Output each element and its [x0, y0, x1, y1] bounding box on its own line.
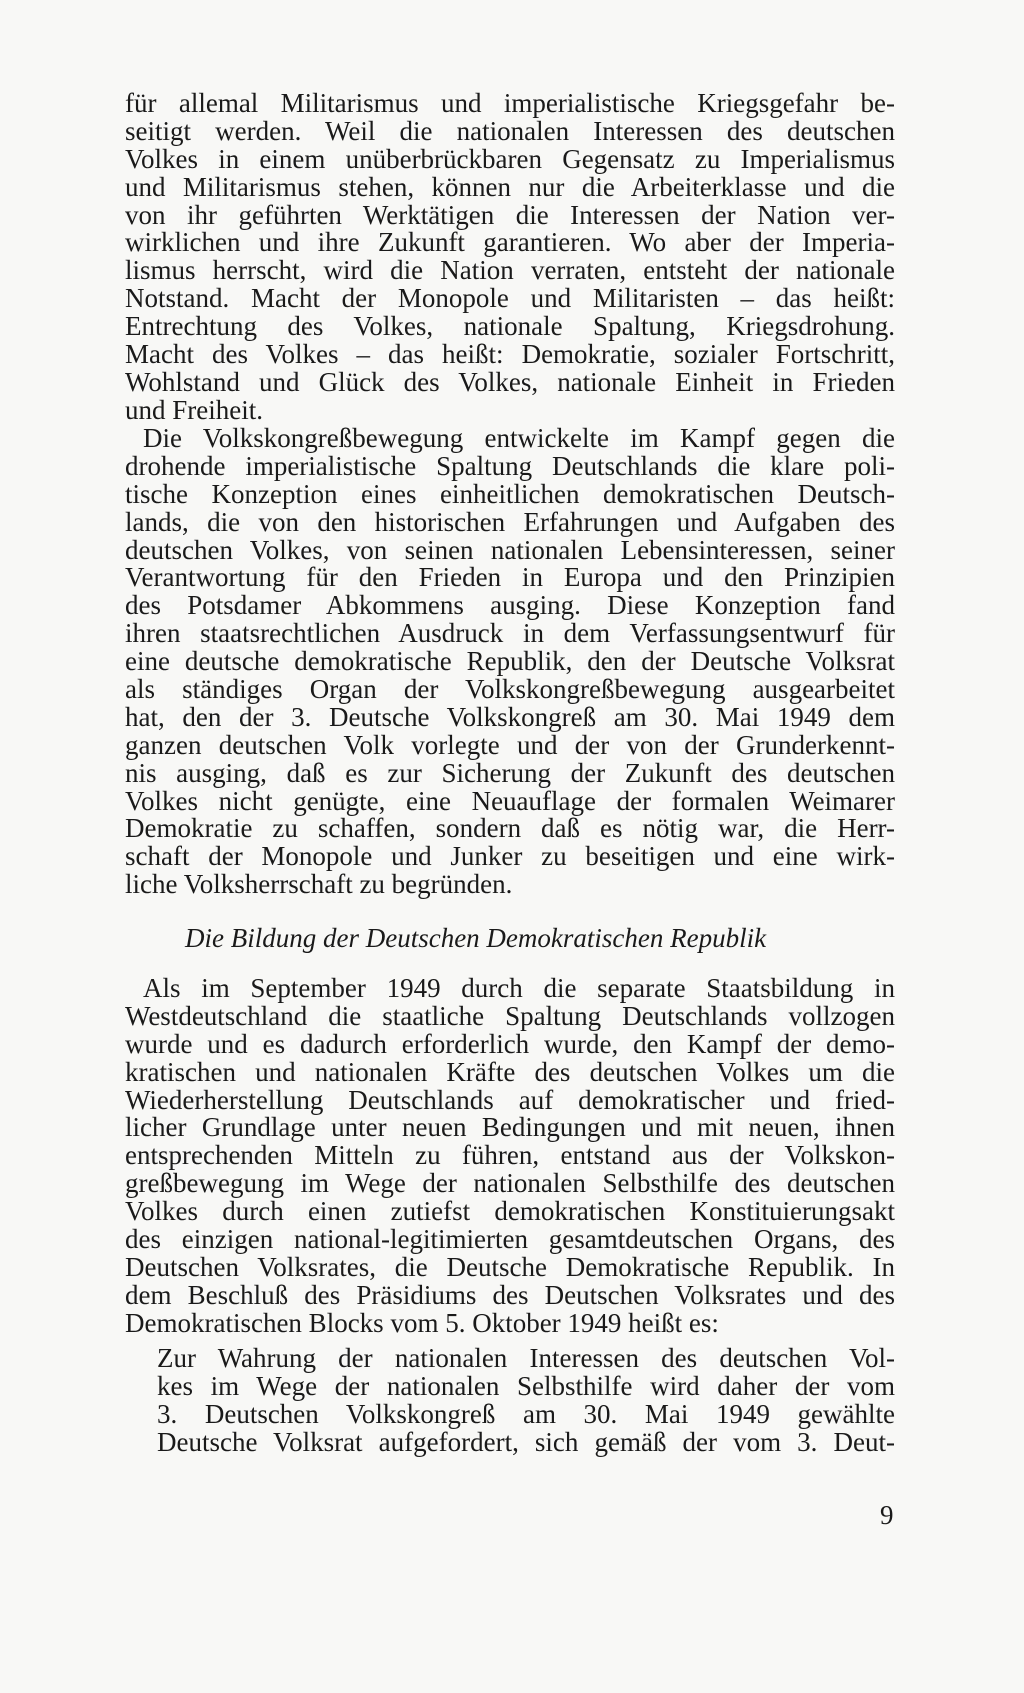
text-line: und Freiheit. [125, 394, 263, 425]
text-line: Zur Wahrung der nationalen Interessen des deutschen Vol- [157, 1343, 895, 1373]
text-line: eine deutsche demokratische Republik, den der Deutsche Volksrat [125, 646, 895, 677]
text-line: und Militarismus stehen, können nur die Arbeiterklasse und die [125, 171, 895, 202]
text-line: des einzigen national-legitimierten gesamtdeutschen Organs, des [125, 1224, 895, 1255]
text-line: drohende imperialistische Spaltung Deutschlands die klare poli- [125, 450, 895, 481]
text-line: Macht des Volkes – das heißt: Demokratie, sozialer Fortschritt, [125, 339, 895, 370]
text-line: Volkes durch einen zutiefst demokratischen Konstituierungsakt [125, 1196, 895, 1227]
text-line: Volkes nicht genügte, eine Neuauflage der formalen Weimarer [125, 785, 895, 816]
text-line: licher Grundlage unter neuen Bedingungen und mit neuen, ihnen [125, 1112, 895, 1143]
text-line: Wohlstand und Glück des Volkes, nationale Einheit in Frieden [125, 366, 895, 397]
paragraph-1 [125, 90, 895, 425]
text-line: Deutsche Volksrat aufgefordert, sich gemäß der vom 3. Deut- [157, 1426, 895, 1457]
text-line: Volkes in einem unüberbrückbaren Gegensatz zu Imperialismus [125, 143, 895, 174]
text-line: kratischen und nationalen Kräfte des deutschen Volkes um die [125, 1056, 895, 1087]
text-line: liche Volksherrschaft zu begründen. [125, 869, 513, 900]
text-line: entsprechenden Mitteln zu führen, entstand aus der Volkskon- [125, 1140, 895, 1171]
text-line: wurde und es dadurch erforderlich wurde, den Kampf der demo- [125, 1028, 895, 1059]
text-line: Demokratie zu schaffen, sondern daß es nötig war, die Herr- [125, 813, 895, 844]
paragraph-2 [125, 425, 895, 899]
text-line: ihren staatsrechtlichen Ausdruck in dem Verfassungsentwurf für [125, 618, 895, 649]
text-line: Wiederherstellung Deutschlands auf demokratischer und fried- [125, 1084, 895, 1115]
text-line: lismus herrscht, wird die Nation verraten, entsteht der nationale [125, 255, 895, 286]
text-line: für allemal Militarismus und imperialistische Kriegsgefahr be- [125, 88, 895, 118]
text-line: 3. Deutschen Volkskongreß am 30. Mai 1949 gewählte [157, 1398, 895, 1429]
section-heading: Die Bildung der Deutschen Demokratischen Republik [185, 923, 767, 953]
text-line: Die Volkskongreßbewegung entwickelte im Kampf gegen die [143, 423, 895, 453]
text-line: nis ausging, daß es zur Sicherung der Zukunft des deutschen [125, 757, 895, 788]
text-line: Entrechtung des Volkes, nationale Spaltung, Kriegsdrohung. [125, 311, 895, 342]
text-line: Demokratischen Blocks vom 5. Oktober 1949 heißt es: [125, 1307, 719, 1338]
text-line: von ihr geführten Werktätigen die Interessen der Nation ver- [125, 199, 895, 230]
text-line: ganzen deutschen Volk vorlegte und der von der Grunderkennt- [125, 729, 895, 760]
text-line: dem Beschluß des Präsidiums des Deutschen Volksrates und des [125, 1279, 895, 1310]
text-line: kes im Wege der nationalen Selbsthilfe wird daher der vom [157, 1370, 895, 1401]
text-line: deutschen Volkes, von seinen nationalen Lebensinteressen, seiner [125, 534, 895, 565]
text-line: hat, den der 3. Deutsche Volkskongreß am 30. Mai 1949 dem [125, 701, 895, 732]
text-line: Verantwortung für den Frieden in Europa und den Prinzipien [125, 562, 895, 593]
text-line: Deutschen Volksrates, die Deutsche Demokratische Republik. In [125, 1251, 895, 1282]
text-line: als ständiges Organ der Volkskongreßbewegung ausgearbeitet [125, 674, 895, 705]
block-quote [157, 1345, 895, 1457]
text-line: Als im September 1949 durch die separate Staatsbildung in [143, 973, 895, 1003]
paragraph-3 [125, 975, 895, 1338]
text-line: Notstand. Macht der Monopole und Militaristen – das heißt: [125, 283, 895, 314]
text-line: seitigt werden. Weil die nationalen Interessen des deutschen [125, 115, 895, 146]
text-line: wirklichen und ihre Zukunft garantieren. Wo aber der Imperia- [125, 227, 895, 258]
page-number: 9 [880, 1500, 894, 1530]
text-line: des Potsdamer Abkommens ausging. Diese Konzeption fand [125, 590, 895, 621]
text-line: Westdeutschland die staatliche Spaltung Deutschlands vollzogen [125, 1000, 895, 1031]
text-line: lands, die von den historischen Erfahrungen und Aufgaben des [125, 506, 895, 537]
text-line: schaft der Monopole und Junker zu beseitigen und eine wirk- [125, 841, 895, 872]
text-line: tische Konzeption eines einheitlichen demokratischen Deutsch- [125, 478, 895, 509]
text-line: greßbewegung im Wege der nationalen Selbsthilfe des deutschen [125, 1168, 895, 1199]
